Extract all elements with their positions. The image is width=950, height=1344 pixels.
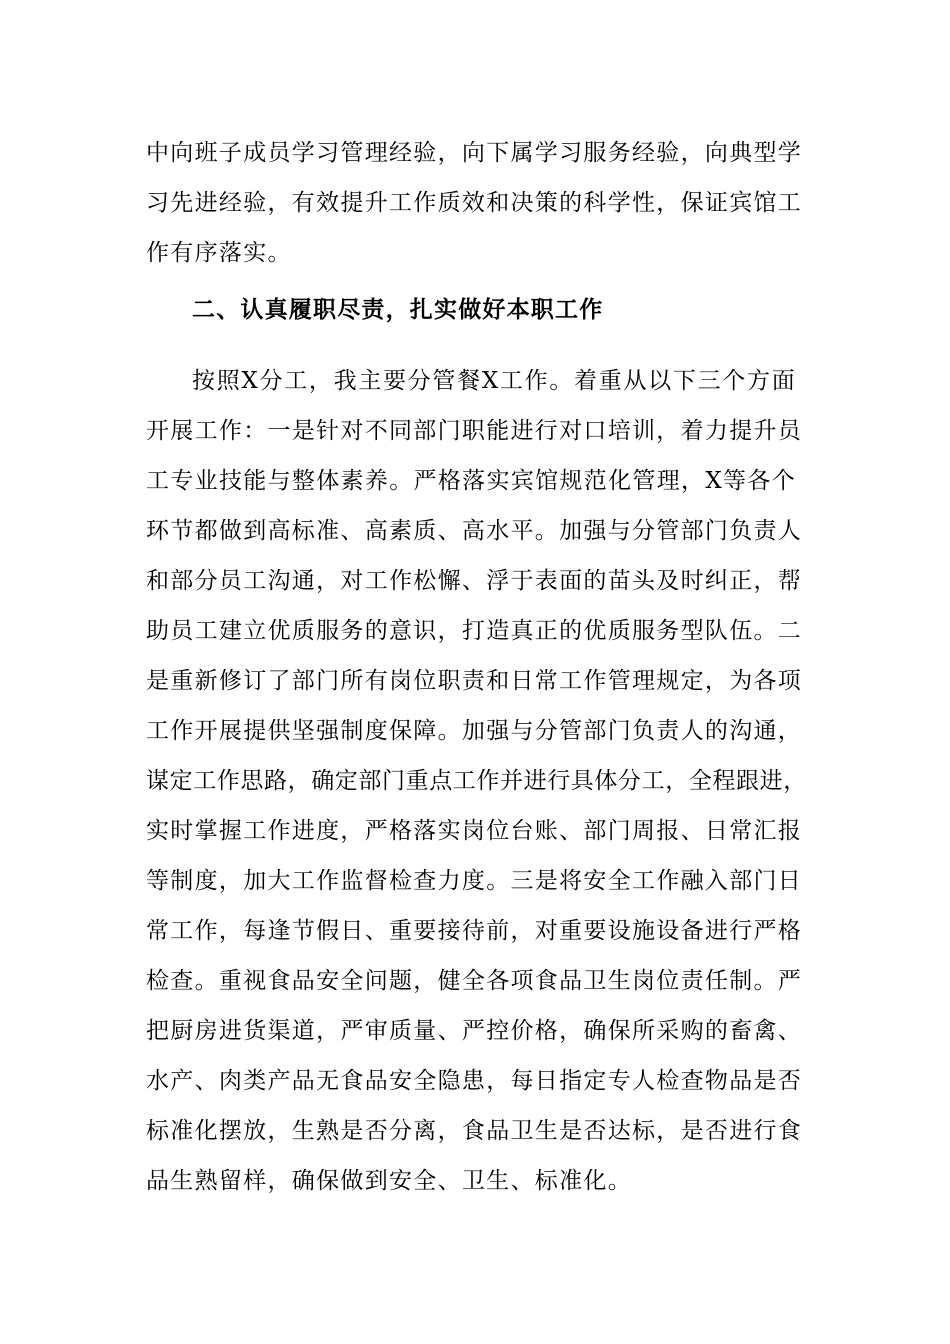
text-line: 按照X分工，我主要分管餐X工作。着重从以下三个方面 xyxy=(192,368,796,394)
text-line: 把厨房进货渠道，严审质量、严控价格，确保所采购的畜禽、 xyxy=(146,1018,803,1044)
text-line: 作有序落实。 xyxy=(146,240,292,266)
text-line: 常工作，每逢节假日、重要接待前，对重要设施设备进行严格 xyxy=(146,918,803,944)
text-line: 品生熟留样，确保做到安全、卫生、标准化。 xyxy=(146,1168,632,1194)
text-line: 工作开展提供坚强制度保障。加强与分管部门负责人的沟通， xyxy=(146,718,803,744)
text-line: 水产、肉类产品无食品安全隐患，每日指定专人检查物品是否 xyxy=(146,1068,803,1094)
text-line: 检查。重视食品安全问题，健全各项食品卫生岗位责任制。严 xyxy=(146,968,803,994)
text-line: 习先进经验，有效提升工作质效和决策的科学性，保证宾馆工 xyxy=(146,190,803,216)
text-line: 实时掌握工作进度，严格落实岗位台账、部门周报、日常汇报 xyxy=(146,818,803,844)
text-line: 和部分员工沟通，对工作松懈、浮于表面的苗头及时纠正，帮 xyxy=(146,568,803,594)
text-line: 环节都做到高标准、高素质、高水平。加强与分管部门负责人 xyxy=(146,518,803,544)
paragraph-2 xyxy=(146,356,807,1206)
text-line: 中向班子成员学习管理经验，向下属学习服务经验，向典型学 xyxy=(146,140,803,166)
text-line: 是重新修订了部门所有岗位职责和日常工作管理规定，为各项 xyxy=(146,668,803,694)
document-body xyxy=(146,128,807,1206)
text-line: 开展工作：一是针对不同部门职能进行对口培训，着力提升员 xyxy=(146,418,803,444)
text-line: 等制度，加大工作监督检查力度。三是将安全工作融入部门日 xyxy=(146,868,803,894)
text-line: 助员工建立优质服务的意识，打造真正的优质服务型队伍。二 xyxy=(146,618,803,644)
paragraph-1 xyxy=(146,128,803,278)
text-line: 标准化摆放，生熟是否分离，食品卫生是否达标，是否进行食 xyxy=(146,1118,803,1144)
text-line: 谋定工作思路，确定部门重点工作并进行具体分工，全程跟进， xyxy=(146,768,807,794)
section-heading: 二、认真履职尽责，扎实做好本职工作 xyxy=(192,297,604,323)
text-line: 工专业技能与整体素养。严格落实宾馆规范化管理，X等各个 xyxy=(146,468,796,494)
